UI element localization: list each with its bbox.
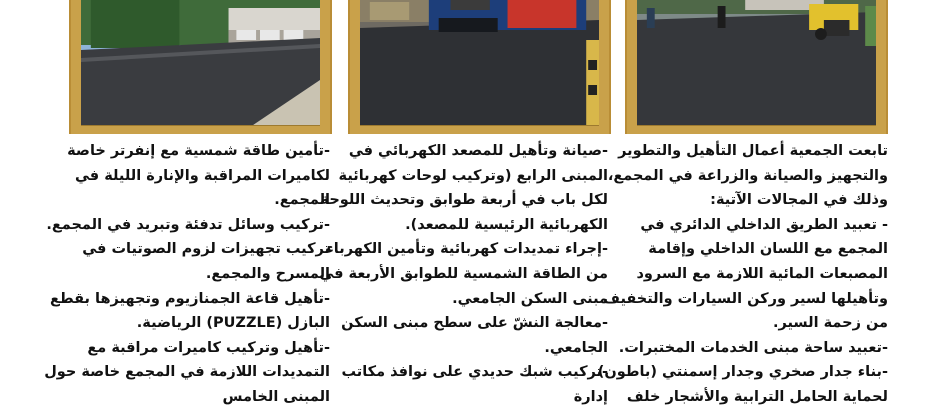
paved-road-photo (81, 0, 320, 126)
text-line: لحماية الحامل الترابية والأشجار خلف (626, 388, 888, 405)
text-line: -معالجة النشّ على سطح مبنى السكن (341, 315, 608, 332)
photo-frame-middle (348, 0, 611, 134)
text-line: تركيب تجهيزات لزوم الصوتيات في (82, 241, 330, 258)
text-line: والتجهيز والصيانة والزراعة في المجمع، (607, 167, 888, 184)
text-line: -بناء جدار صخري وجدار إسمنتي (باطون) (597, 364, 888, 381)
paver-machine-photo (360, 0, 599, 126)
text-line: إدارة (573, 388, 608, 405)
text-line: التمديدات اللازمة في المجمع خاصة حول (44, 364, 330, 381)
text-line: المصبعات المائية اللازمة مع السرود (636, 265, 888, 282)
text-line: المجمع. (274, 192, 330, 209)
text-line: -إجراء تمديدات كهربائية وتأمين الكهرباء (326, 241, 608, 258)
text-column-middle (319, 139, 608, 410)
photo-frame-left (69, 0, 332, 134)
text-line: -تركيب وسائل تدفئة وتبريد في المجمع. (46, 216, 330, 233)
text-line: تابعت الجمعية أعمال التأهيل والتطوير (618, 143, 888, 159)
text-line: الكهربائية الرئيسية للمصعد). (405, 216, 608, 233)
text-line: -صيانة وتأهيل للمصعد الكهربائي في (348, 143, 608, 159)
text-line: -تأمين طاقة شمسية مع إنفرتر خاصة (67, 143, 330, 159)
text-line: لكاميرات المراقبة والإنارة الليلة في (74, 167, 330, 184)
text-line: المبنى الرابع (وتركيب لوحات كهربائية (338, 167, 608, 184)
text-line: من الطاقة الشمسية للطوابق الأربعة في (319, 265, 608, 282)
photo-frame-right (625, 0, 888, 134)
text-line: -تأهيل قاعة الجمنازيوم وتجهيزها بقطع (50, 290, 330, 307)
text-line: المبنى الخامس (222, 388, 330, 405)
paving-site-photo (637, 0, 876, 126)
text-line: من زحمة السير. (772, 315, 888, 332)
text-line: وتأهيلها لسير وركن السيارات والتخفيف (603, 290, 888, 307)
text-column-right (597, 139, 888, 410)
text-line: المسرح والمجمع. (205, 265, 330, 282)
text-line: المجمع مع اللسان الداخلي وإقامة (648, 241, 888, 258)
text-line: -تعبيد ساحة مبنى الخدمات المختبرات. (618, 339, 888, 356)
text-line: وذلك في المجالات الآتية: (710, 192, 888, 209)
text-line: -تأهيل وتركيب كاميرات مراقبة مع (87, 339, 330, 356)
text-line: مبنى السكن الجامعي. (452, 290, 608, 307)
text-column-left (44, 139, 330, 410)
text-line: -تركيب شبك حديدي على نوافذ مكاتب (341, 364, 608, 381)
text-line: - تعبيد الطريق الداخلي الدائري في (640, 216, 888, 233)
text-line: الجامعي. (544, 339, 608, 356)
text-line: لكل باب في أربعة طوابق وتحديث اللوحة (320, 192, 608, 209)
text-line: البازل (PUZZLE) الرياضية. (136, 315, 330, 332)
